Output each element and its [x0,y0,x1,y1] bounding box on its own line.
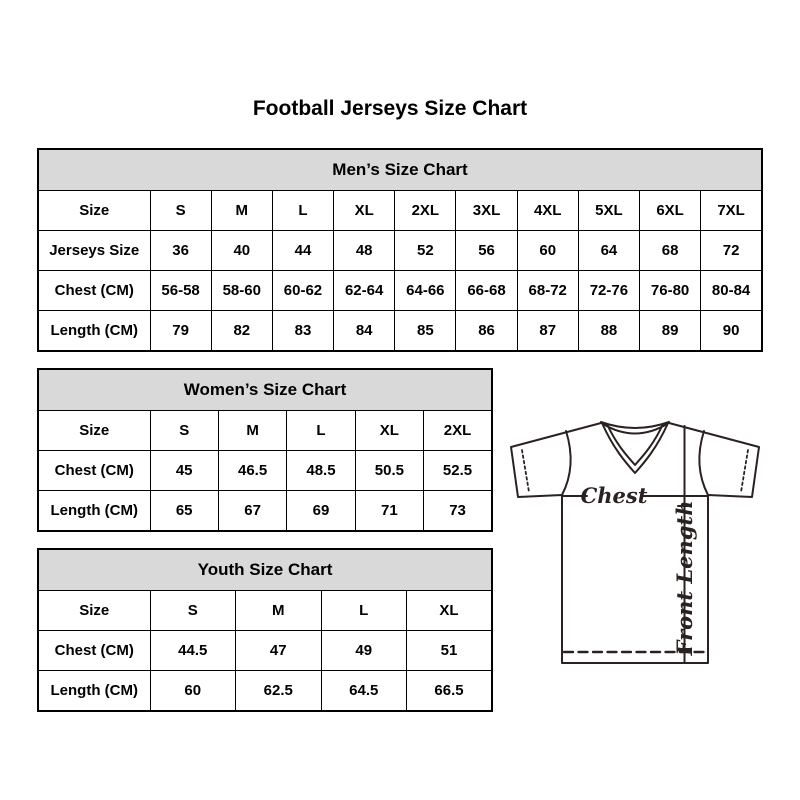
table-cell: 6XL [640,191,701,231]
table-cell: 44 [272,231,333,271]
table-title: Women’s Size Chart [38,369,492,411]
row-header-cell: Chest (CM) [38,271,150,311]
table-row [38,311,762,352]
table-cell: 64.5 [321,671,407,712]
table-row [38,231,762,271]
page-title: Football Jerseys Size Chart [252,97,528,120]
table-row [38,191,762,231]
table-cell: 50.5 [355,451,423,491]
table-cell: 64 [578,231,639,271]
table-cell: 83 [272,311,333,352]
jersey-drawing [503,410,763,670]
table-cell: 7XL [701,191,762,231]
table-cell: 47 [236,631,322,671]
table-cell: XL [334,191,395,231]
table-cell: 46.5 [218,451,286,491]
table-cell: 60 [517,231,578,271]
table-cell: 66.5 [407,671,493,712]
front-length-label: Front Length [672,500,697,656]
table-cell: L [287,411,355,451]
table-cell: 72-76 [578,271,639,311]
table-title: Men’s Size Chart [38,149,762,191]
womens-size-table [37,368,493,532]
table-cell: M [211,191,272,231]
table-cell: 56-58 [150,271,211,311]
table-cell: 62.5 [236,671,322,712]
row-header-cell: Length (CM) [38,491,150,532]
table-cell: 84 [334,311,395,352]
mens-size-table [37,148,763,352]
row-header-cell: Size [38,591,150,631]
table-cell: 40 [211,231,272,271]
table-cell: 62-64 [334,271,395,311]
table-cell: 60 [150,671,236,712]
table-cell: 4XL [517,191,578,231]
table-cell: S [150,591,236,631]
table-cell: 51 [407,631,493,671]
table-cell: 68 [640,231,701,271]
table-cell: 64-66 [395,271,456,311]
row-header-cell: Chest (CM) [38,631,150,671]
table-cell: L [321,591,407,631]
table-header-row [38,149,762,191]
row-header-cell: Chest (CM) [38,451,150,491]
table-cell: 86 [456,311,517,352]
table-cell: 87 [517,311,578,352]
table-cell: M [236,591,322,631]
table-cell: 52 [395,231,456,271]
table-cell: 58-60 [211,271,272,311]
jersey-diagram [503,410,763,670]
table-cell: 76-80 [640,271,701,311]
table-cell: 49 [321,631,407,671]
row-header-cell: Length (CM) [38,311,150,352]
table-cell: 71 [355,491,423,532]
table-cell: 85 [395,311,456,352]
cuff-stitch-right [741,450,748,492]
table-cell: 45 [150,451,218,491]
table-cell: 89 [640,311,701,352]
table-row [38,271,762,311]
row-header-cell: Size [38,411,150,451]
table-cell: M [218,411,286,451]
table-cell: 5XL [578,191,639,231]
table-row [38,411,492,451]
table-cell: 67 [218,491,286,532]
table-cell: S [150,411,218,451]
table-cell: 2XL [424,411,492,451]
cuff-stitch-left [522,450,529,492]
armhole-seam-right [699,431,708,495]
table-cell: 82 [211,311,272,352]
table-cell: 80-84 [701,271,762,311]
table-row [38,451,492,491]
table-cell: XL [355,411,423,451]
table-row [38,591,492,631]
table-cell: 69 [287,491,355,532]
table-header-row [38,549,492,591]
row-header-cell: Length (CM) [38,671,150,712]
collar-top-arc [601,422,669,428]
table-cell: S [150,191,211,231]
table-cell: 60-62 [272,271,333,311]
table-cell: 52.5 [424,451,492,491]
table-cell: 48.5 [287,451,355,491]
table-cell: 72 [701,231,762,271]
row-header-cell: Size [38,191,150,231]
table-cell: 3XL [456,191,517,231]
table-cell: 36 [150,231,211,271]
table-cell: 56 [456,231,517,271]
table-cell: 68-72 [517,271,578,311]
table-header-row [38,369,492,411]
table-cell: 88 [578,311,639,352]
table-cell: 65 [150,491,218,532]
table-cell: 79 [150,311,211,352]
table-cell: 90 [701,311,762,352]
table-cell: 2XL [395,191,456,231]
row-header-cell: Jerseys Size [38,231,150,271]
table-cell: L [272,191,333,231]
table-row [38,671,492,712]
table-cell: 66-68 [456,271,517,311]
table-row [38,631,492,671]
table-cell: XL [407,591,493,631]
armhole-seam-left [562,431,571,495]
table-cell: 73 [424,491,492,532]
jersey-outline [511,423,759,663]
table-cell: 44.5 [150,631,236,671]
youth-size-table [37,548,493,712]
table-row [38,491,492,532]
table-cell: 48 [334,231,395,271]
chest-label: Chest [580,483,648,508]
table-title: Youth Size Chart [38,549,492,591]
